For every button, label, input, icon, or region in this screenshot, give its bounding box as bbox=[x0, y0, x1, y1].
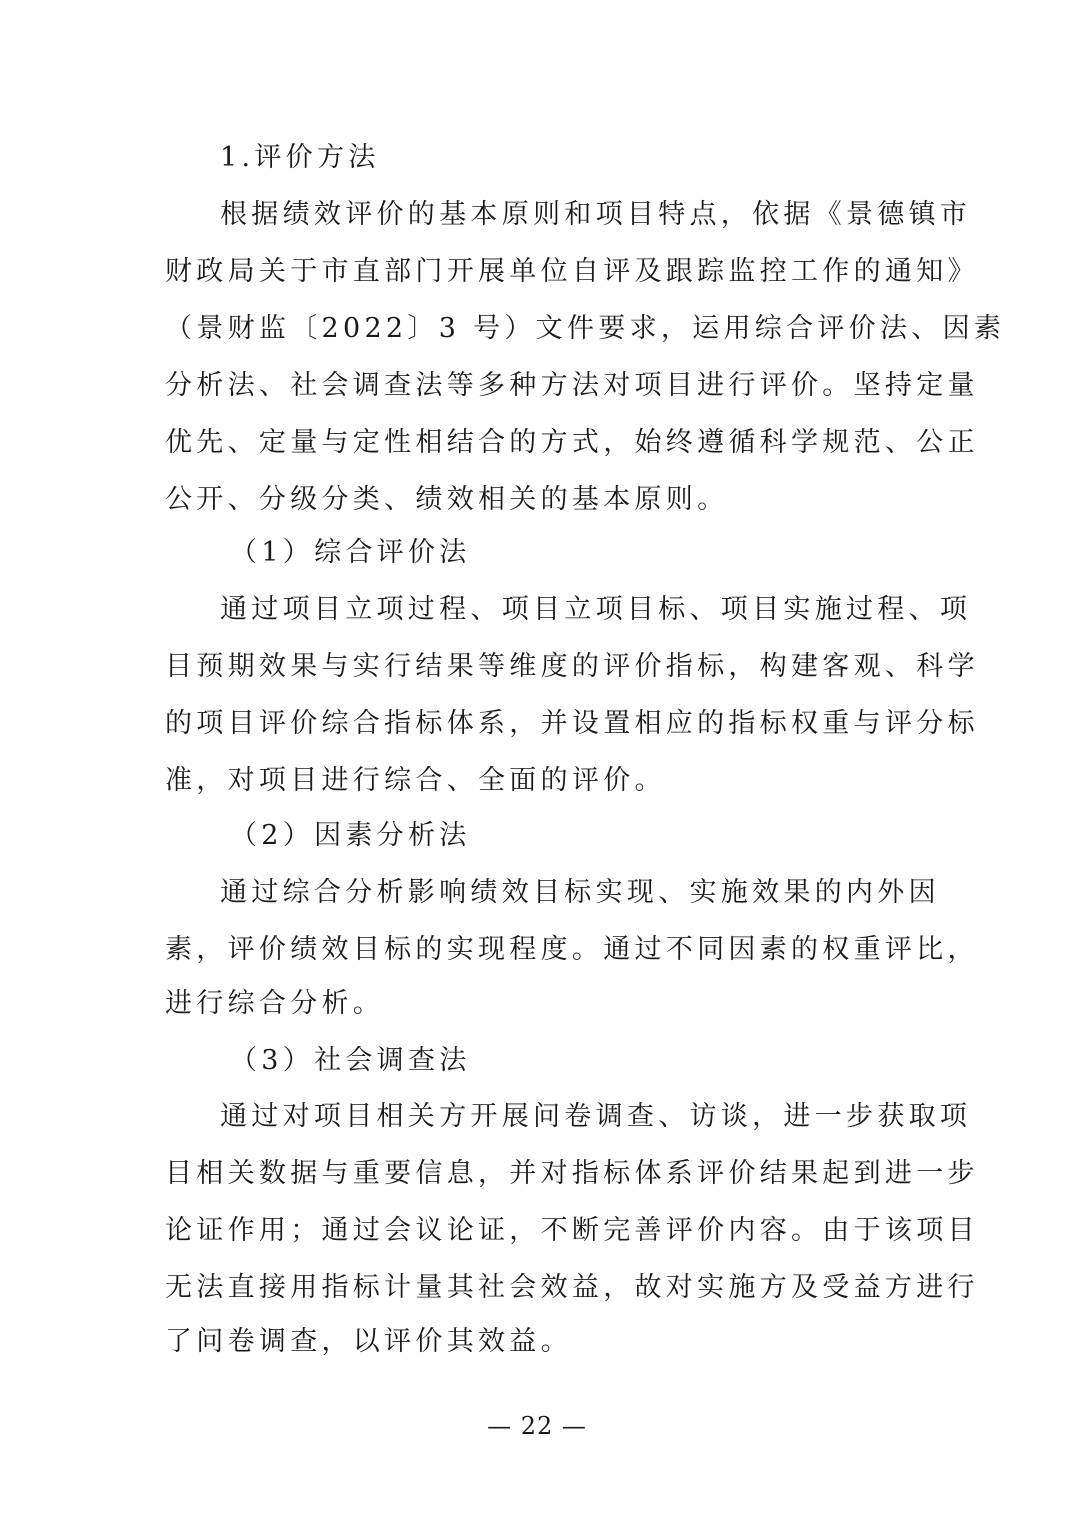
paragraph-line: 准，对项目进行综合、全面的评价。 bbox=[165, 765, 666, 796]
paragraph-line: （景财监〔2022〕3 号）文件要求，运用综合评价法、因素 bbox=[165, 313, 1006, 344]
paragraph-line: 通过对项目相关方开展问卷调查、访谈，进一步获取项 bbox=[220, 1101, 972, 1132]
paragraph-line: 优先、定量与定性相结合的方式，始终遵循科学规范、公正 bbox=[165, 427, 979, 458]
paragraph-line: 的项目评价综合指标体系，并设置相应的指标权重与评分标 bbox=[165, 708, 979, 739]
paragraph-line: 财政局关于市直部门开展单位自评及跟踪监控工作的通知》 bbox=[165, 256, 979, 287]
paragraph-line: 分析法、社会调查法等多种方法对项目进行评价。坚持定量 bbox=[165, 370, 979, 401]
subsection-title: （3）社会调查法 bbox=[230, 1045, 471, 1076]
paragraph-line: 目相关数据与重要信息，并对指标体系评价结果起到进一步 bbox=[165, 1158, 979, 1189]
paragraph-line: 素，评价绩效目标的实现程度。通过不同因素的权重评比， bbox=[165, 934, 979, 965]
paragraph-line: 论证作用；通过会议论证，不断完善评价内容。由于该项目 bbox=[165, 1215, 979, 1246]
paragraph-line: 公开、分级分类、绩效相关的基本原则。 bbox=[165, 484, 729, 515]
paragraph-line: 通过综合分析影响绩效目标实现、实施效果的内外因 bbox=[220, 877, 940, 908]
subsection-title: （2）因素分析法 bbox=[230, 820, 471, 851]
subsection-title: （1）综合评价法 bbox=[230, 537, 471, 568]
paragraph-line: 了问卷调查，以评价其效益。 bbox=[165, 1326, 572, 1357]
paragraph-line: 目预期效果与实行结果等维度的评价指标，构建客观、科学 bbox=[165, 651, 979, 682]
paragraph-line: 进行综合分析。 bbox=[165, 988, 385, 1019]
section-heading: 1.评价方法 bbox=[220, 142, 380, 173]
paragraph-line: 通过项目立项过程、项目立项目标、项目实施过程、项 bbox=[220, 594, 972, 625]
paragraph-line: 根据绩效评价的基本原则和项目特点，依据《景德镇市 bbox=[220, 199, 972, 230]
page-number: — 22 — bbox=[487, 1412, 587, 1440]
paragraph-line: 无法直接用指标计量其社会效益，故对实施方及受益方进行 bbox=[165, 1272, 979, 1303]
